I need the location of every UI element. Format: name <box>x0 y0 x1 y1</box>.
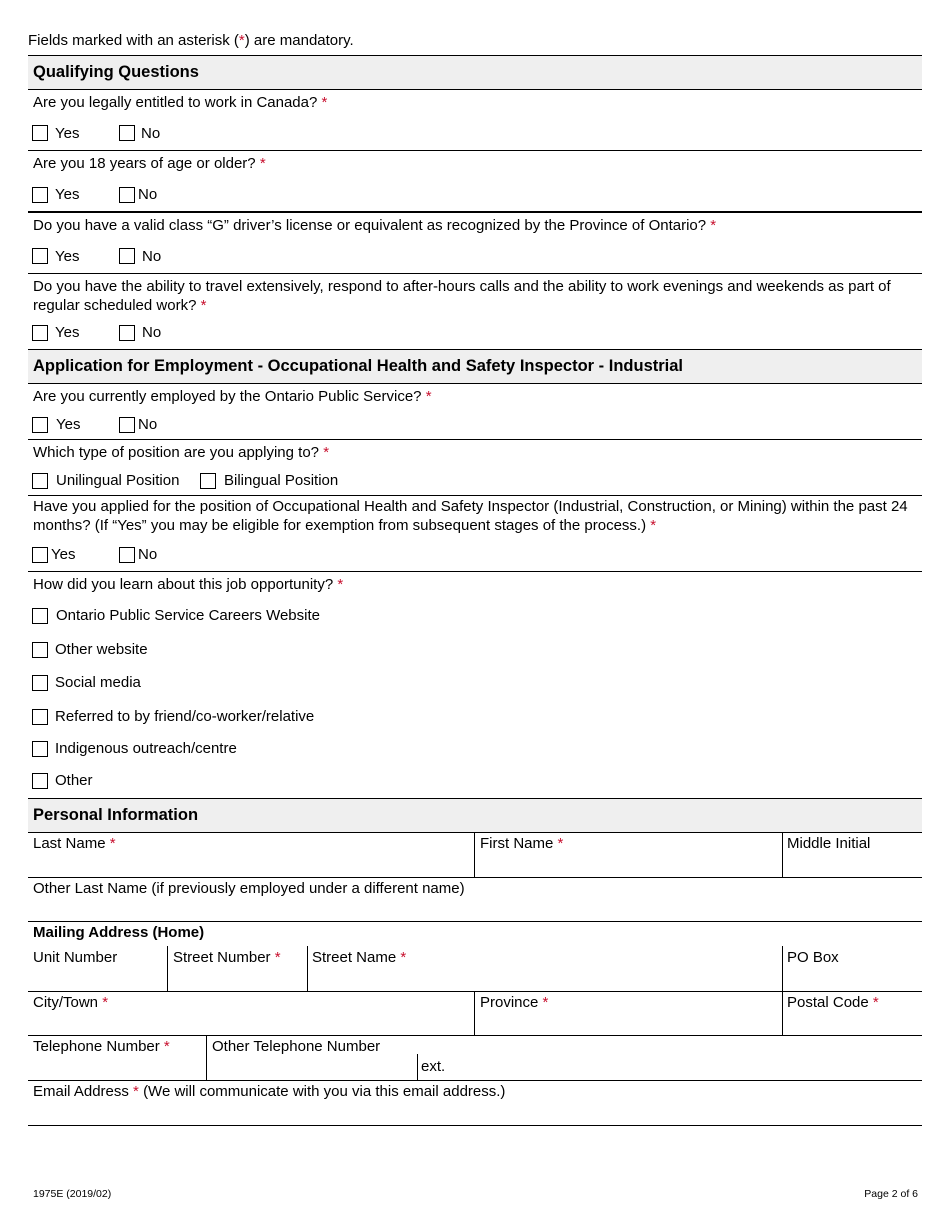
unit-number-label: Unit Number <box>33 949 118 966</box>
middle-initial-input[interactable] <box>784 854 921 876</box>
divider <box>28 1125 922 1126</box>
asterisk: * <box>133 1083 139 1100</box>
question-travel <box>33 277 918 315</box>
label-text: Telephone Number <box>33 1038 160 1055</box>
divider <box>28 991 922 992</box>
label-text: Email Address <box>33 1083 129 1100</box>
option-label: No <box>142 324 162 341</box>
checkbox-q2-no[interactable] <box>119 187 135 203</box>
question-text: Are you currently employed by the Ontario Public Service? <box>33 388 422 405</box>
divider <box>417 1054 418 1080</box>
divider <box>28 439 922 440</box>
option-label: Yes <box>51 546 76 563</box>
email-note: (We will communicate with you via this email address.) <box>143 1083 506 1100</box>
asterisk: * <box>323 444 330 461</box>
province-input[interactable] <box>476 1013 781 1034</box>
city-input[interactable] <box>29 1013 473 1034</box>
telephone-input[interactable] <box>29 1057 205 1079</box>
label-text: Street Name <box>312 949 397 966</box>
asterisk: * <box>710 217 717 234</box>
checkbox-source-ops-careers[interactable] <box>32 608 48 624</box>
other-last-name-label: Other Last Name (if previously employed under a different name) <box>33 880 465 897</box>
asterisk: * <box>425 388 432 405</box>
option-label: Yes <box>55 248 80 265</box>
section-qualifying-questions: Qualifying Questions <box>28 56 922 89</box>
form-id: 1975E (2019/02) <box>33 1188 112 1200</box>
email-label <box>33 1082 505 1101</box>
divider <box>28 89 922 90</box>
asterisk: * <box>872 994 879 1011</box>
question-age <box>33 154 918 173</box>
option-label: Social media <box>55 674 141 691</box>
option-label: Bilingual Position <box>224 472 339 489</box>
other-telephone-label: Other Telephone Number <box>212 1038 381 1055</box>
option-label: Referred to by friend/co-worker/relative <box>55 708 315 725</box>
divider <box>474 992 475 1035</box>
asterisk: * <box>238 32 245 49</box>
divider <box>28 832 922 833</box>
checkbox-unilingual[interactable] <box>32 473 48 489</box>
label-text: City/Town <box>33 994 99 1011</box>
divider <box>28 1035 922 1036</box>
checkbox-q1-no[interactable] <box>119 125 135 141</box>
asterisk: * <box>321 94 328 111</box>
label-text: Postal Code <box>787 994 869 1011</box>
label-text: Province <box>480 994 539 1011</box>
divider <box>474 833 475 877</box>
telephone-label <box>33 1037 170 1056</box>
question-currently-employed-ops <box>33 387 918 406</box>
asterisk: * <box>274 949 281 966</box>
section-application: Application for Employment - Occupational Health and Safety Inspector - Industrial <box>28 350 922 383</box>
divider <box>167 946 168 991</box>
checkbox-source-indigenous[interactable] <box>32 741 48 757</box>
checkbox-q7-no[interactable] <box>119 547 135 563</box>
divider <box>28 877 922 878</box>
asterisk: * <box>163 1038 170 1055</box>
city-label <box>33 993 108 1012</box>
mandatory-note-text-end: ) are mandatory. <box>244 32 354 49</box>
postal-code-input[interactable] <box>784 1013 921 1034</box>
question-work-in-canada <box>33 93 918 112</box>
first-name-label <box>480 834 563 853</box>
asterisk: * <box>400 949 407 966</box>
option-label: Yes <box>55 125 80 142</box>
asterisk: * <box>650 517 657 534</box>
checkbox-source-referred[interactable] <box>32 709 48 725</box>
option-label: Indigenous outreach/centre <box>55 740 237 757</box>
divider <box>28 921 922 922</box>
divider <box>28 1080 922 1081</box>
ext-label: ext. <box>421 1058 446 1075</box>
street-name-label <box>312 948 406 967</box>
checkbox-q5-yes[interactable] <box>32 417 48 433</box>
section-personal-information: Personal Information <box>28 799 922 832</box>
checkbox-q2-yes[interactable] <box>32 187 48 203</box>
last-name-label <box>33 834 116 853</box>
checkbox-q3-no[interactable] <box>119 248 135 264</box>
divider <box>782 833 783 877</box>
asterisk: * <box>337 576 344 593</box>
asterisk: * <box>102 994 109 1011</box>
checkbox-bilingual[interactable] <box>200 473 216 489</box>
divider <box>28 383 922 384</box>
middle-initial-label: Middle Initial <box>787 835 871 852</box>
question-text: Have you applied for the position of Occupational Health and Safety Inspector (Industrial, Construction, or Mining) within the past 24 months? (If “Yes” you may be eligible for exemption from subsequent stages of the process.) <box>33 498 908 534</box>
checkbox-q1-yes[interactable] <box>32 125 48 141</box>
street-number-label <box>173 948 281 967</box>
label-text: First Name <box>480 835 554 852</box>
divider <box>206 1036 207 1080</box>
question-learn-about-job <box>33 575 918 594</box>
asterisk: * <box>109 835 116 852</box>
ext-input[interactable] <box>448 1057 920 1079</box>
question-text: Which type of position are you applying to? <box>33 444 320 461</box>
option-label: No <box>138 186 158 203</box>
mailing-address-heading: Mailing Address (Home) <box>33 924 205 941</box>
question-position-type <box>33 443 918 462</box>
street-number-input[interactable] <box>169 968 306 990</box>
question-text: Do you have the ability to travel extensively, respond to after-hours calls and the ability to work evenings and weekends as part of regular scheduled work? <box>33 278 891 314</box>
page-number: Page 2 of 6 <box>864 1188 918 1200</box>
checkbox-q4-no[interactable] <box>119 325 135 341</box>
asterisk: * <box>259 155 266 172</box>
option-label: No <box>138 416 158 433</box>
email-input[interactable] <box>29 1102 921 1124</box>
last-name-input[interactable] <box>29 854 473 876</box>
divider <box>28 211 922 213</box>
divider <box>28 273 922 274</box>
option-label: Yes <box>55 186 80 203</box>
option-label: Yes <box>55 324 80 341</box>
other-telephone-input[interactable] <box>208 1057 416 1079</box>
option-label: Yes <box>56 416 81 433</box>
question-applied-past-24-months <box>33 497 918 535</box>
mandatory-note-text: Fields marked with an asterisk ( <box>28 32 239 49</box>
option-label: No <box>141 125 161 142</box>
question-text: Are you legally entitled to work in Canada? <box>33 94 318 111</box>
question-drivers-license <box>33 216 918 235</box>
option-label: No <box>142 248 162 265</box>
divider <box>28 571 922 572</box>
label-text: Last Name <box>33 835 106 852</box>
checkbox-source-other-website[interactable] <box>32 642 48 658</box>
asterisk: * <box>200 297 207 314</box>
postal-code-label <box>787 993 879 1012</box>
divider <box>307 946 308 991</box>
mandatory-note <box>28 32 354 49</box>
first-name-input[interactable] <box>476 854 781 876</box>
checkbox-q7-yes[interactable] <box>32 547 48 563</box>
checkbox-q5-no[interactable] <box>119 417 135 433</box>
divider <box>28 495 922 496</box>
label-text: Street Number <box>173 949 271 966</box>
divider <box>28 150 922 151</box>
street-name-input[interactable] <box>309 968 781 990</box>
checkbox-q3-yes[interactable] <box>32 248 48 264</box>
checkbox-source-social-media[interactable] <box>32 675 48 691</box>
option-label: Other <box>55 772 93 789</box>
option-label: No <box>138 546 158 563</box>
question-text: How did you learn about this job opportunity? <box>33 576 334 593</box>
question-text: Do you have a valid class “G” driver’s license or equivalent as recognized by the Province of Ontario? <box>33 217 707 234</box>
province-label <box>480 993 548 1012</box>
asterisk: * <box>542 994 549 1011</box>
other-last-name-input[interactable] <box>29 899 921 921</box>
divider <box>782 992 783 1035</box>
checkbox-source-other[interactable] <box>32 773 48 789</box>
divider <box>782 946 783 991</box>
po-box-label: PO Box <box>787 949 839 966</box>
po-box-input[interactable] <box>784 968 921 990</box>
option-label: Unilingual Position <box>56 472 180 489</box>
unit-number-input[interactable] <box>29 968 166 990</box>
option-label: Ontario Public Service Careers Website <box>56 607 320 624</box>
option-label: Other website <box>55 641 148 658</box>
checkbox-q4-yes[interactable] <box>32 325 48 341</box>
question-text: Are you 18 years of age or older? <box>33 155 256 172</box>
asterisk: * <box>557 835 564 852</box>
